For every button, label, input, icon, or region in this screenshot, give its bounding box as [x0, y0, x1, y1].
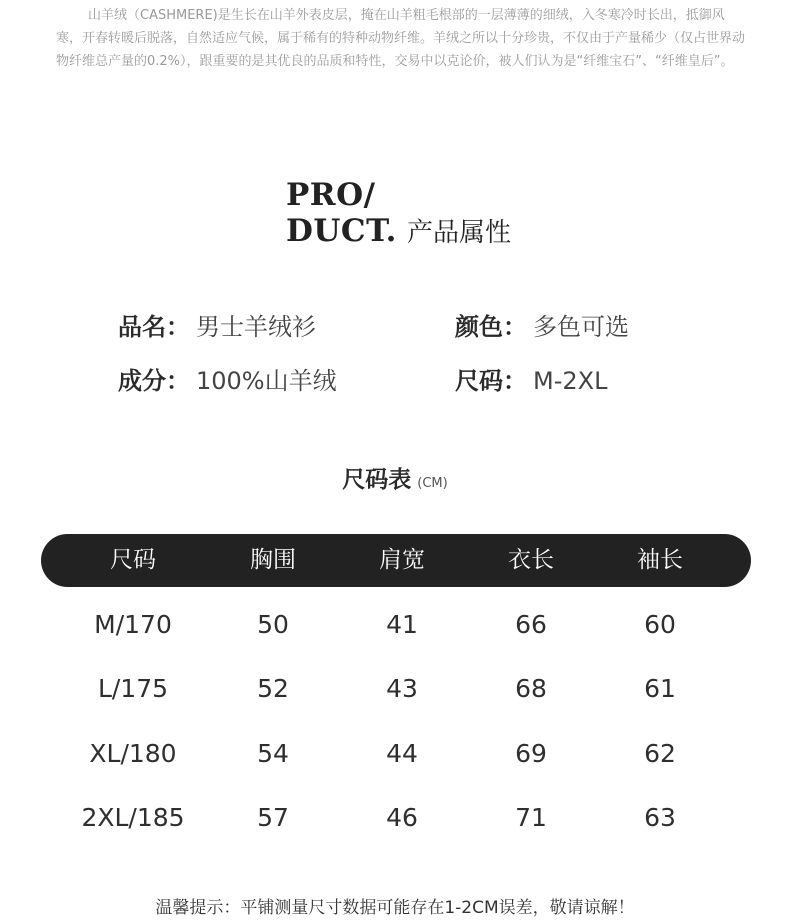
attr-label: 品名： [118, 313, 190, 341]
cell-shoulder: 44 [386, 739, 418, 768]
attr-composition [118, 366, 337, 396]
cell-size: L/175 [97, 674, 169, 703]
header-length: 衣长 [508, 547, 554, 573]
attr-value: 多色可选 [533, 313, 629, 341]
size-table-header [41, 534, 751, 587]
cell-shoulder: 43 [386, 674, 418, 703]
attr-product-name [118, 312, 316, 342]
size-chart-title [0, 461, 790, 494]
heading-duct: DUCT. [286, 213, 397, 249]
cell-chest: 50 [257, 610, 289, 639]
heading-cn-title: 产品属性 [406, 218, 511, 248]
attr-value: 100%山羊绒 [196, 367, 337, 395]
header-size: 尺码 [110, 547, 156, 573]
attr-value: 男士羊绒衫 [196, 313, 316, 341]
attr-label: 成分： [118, 367, 190, 395]
cell-sleeve: 61 [644, 674, 676, 703]
attr-label: 尺码： [455, 367, 527, 395]
table-row [0, 605, 790, 645]
table-row [0, 734, 790, 774]
cell-shoulder: 46 [386, 803, 418, 832]
cell-chest: 54 [257, 739, 289, 768]
cell-sleeve: 60 [644, 610, 676, 639]
cell-sleeve: 63 [644, 803, 676, 832]
cell-length: 71 [515, 803, 547, 832]
cell-length: 69 [515, 739, 547, 768]
cell-shoulder: 41 [386, 610, 418, 639]
table-row [0, 798, 790, 838]
cell-sleeve: 62 [644, 739, 676, 768]
attr-value: M-2XL [533, 367, 608, 395]
table-row [0, 669, 790, 709]
measurement-note: 温馨提示：平铺测量尺寸数据可能存在1-2CM误差，敬请谅解！ [155, 898, 635, 918]
header-shoulder: 肩宽 [379, 547, 425, 573]
cell-size: XL/180 [89, 739, 177, 768]
cell-size: 2XL/185 [81, 803, 185, 832]
attr-label: 颜色： [455, 313, 527, 341]
product-attributes-heading [286, 178, 511, 249]
size-chart-title-text: 尺码表 [342, 467, 412, 493]
cell-length: 66 [515, 610, 547, 639]
cell-chest: 52 [257, 674, 289, 703]
heading-pro: PRO/ [286, 177, 376, 213]
attr-color [455, 312, 629, 342]
cell-chest: 57 [257, 803, 289, 832]
header-chest: 胸围 [250, 547, 296, 573]
cell-size: M/170 [94, 610, 172, 639]
cell-length: 68 [515, 674, 547, 703]
header-sleeve: 袖长 [637, 547, 683, 573]
attr-size [455, 366, 607, 396]
size-chart-unit: (CM) [417, 476, 448, 491]
cashmere-intro-paragraph: 山羊绒（CASHMERE)是生长在山羊外表皮层，掩在山羊粗毛根部的一层薄薄的细绒，入冬寒冷时长出，抵御风寒，开春转暖后脱落，自然适应气候，属于稀有的特种动物纤维。羊绒之所以十分珍贵，不仅由于产量稀少（仅占世界动物纤维总产量的0.2%），跟重要的是其优良的品质和特性，交易中以克论价，被人们认为是“纤维宝石”、“纤维皇后”。 [56, 8, 746, 69]
